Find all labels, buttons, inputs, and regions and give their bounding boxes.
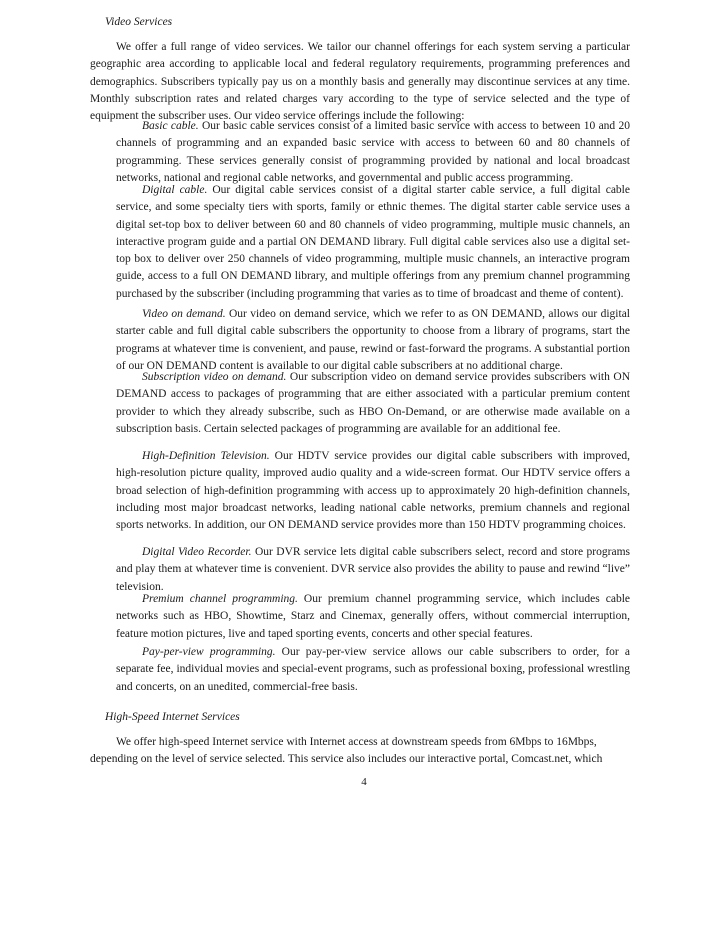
service-item-premium-channels [116, 591, 630, 643]
service-item-term: Digital cable. [142, 184, 208, 196]
service-item-term: Video on demand. [142, 308, 226, 320]
service-item-text: Our video on demand service, which we refer to as ON DEMAND, allows our digital starter cable and full digital cable subscribers the opportunity to choose from a library of programs, start the programs at whatever time is convenient, and pause, rewind or fast-forward the programs. A substantial portion of our ON DEMAND content is available to our digital cable subscribers at no additional charge. [116, 308, 630, 372]
section-heading-internet-services: High-Speed Internet Services [105, 711, 240, 723]
service-item-video-on-demand [116, 306, 630, 375]
video-services-intro-paragraph: We offer a full range of video services. We tailor our channel offerings for each system serving a particular geographic area according to applicable local and federal regulatory requirements, programming preferences and demographics. Subscribers typically pay us on a monthly basis and generally may discontinue services at any time. Monthly subscription rates and related charges vary according to the type of service selected and the type of equipment the subscriber uses. Our video service offerings include the following: [90, 41, 630, 123]
service-item-hdtv [116, 448, 630, 534]
service-item-text: Our DVR service lets digital cable subscribers select, record and store programs and play them at whatever time is convenient. DVR service also provides the ability to pause and rewind “live” television. [116, 546, 630, 593]
service-item-text: Our premium channel programming service, which includes cable networks such as HBO, Showtime, Starz and Cinemax, generally offers, without commercial interruption, feature motion pictures, live and taped sporting events, concerts and other special features. [116, 593, 631, 640]
service-item-term: Premium channel programming. [142, 593, 298, 605]
service-item-term: Digital Video Recorder. [142, 546, 252, 558]
service-item-subscription-vod [116, 369, 630, 438]
service-item-pay-per-view [116, 644, 630, 696]
service-item-term: High-Definition Television. [142, 450, 270, 462]
service-item-term: Pay-per-view programming. [142, 646, 276, 658]
service-item-text: Our HDTV service provides our digital cable subscribers with improved, high-resolution picture quality, improved audio quality and a wide-screen format. Our HDTV service offers a broad selection of high-definition programming with access up to approximately 20 high-definition channels, including most major broadcast networks, leading national cable networks, premium channels and regional sports networks. In addition, our ON DEMAND service provides more than 150 HDTV programming choices. [116, 450, 630, 532]
service-item-text: Our basic cable services consist of a limited basic service with access to between 10 and 20 channels of programming and an expanded basic service with access to between 60 and 80 channels of programming. These services generally consist of programming provided by national and local broadcast networks, national and regional cable networks, and governmental and public access programming. [116, 120, 631, 184]
service-item-text: Our pay-per-view service allows our cable subscribers to order, for a separate fee, individual movies and special-event programs, such as professional boxing, professional wrestling and concerts, on an unedited, commercial-free basis. [116, 646, 630, 693]
service-item-text: Our digital cable services consist of a digital starter cable service, a full digital cable service, and some specialty tiers with sports, family or ethnic themes. The digital starter cable service uses a digital set-top box to deliver between 60 and 80 channels of video programming, multiple music channels, an interactive program guide and a partial ON DEMAND library. Full digital cable services also use a digital set-top box to deliver over 250 channels of video programming, multiple music channels, an interactive program guide, access to a full ON DEMAND library, and multiple offerings from any premium channel programming purchased by the subscriber (including programming that varies as to time of broadcast and theme of content). [116, 184, 630, 300]
service-item-term: Subscription video on demand. [142, 371, 287, 383]
page-number: 4 [361, 776, 367, 788]
service-item-basic-cable [116, 118, 630, 187]
internet-services-intro-paragraph: We offer high-speed Internet service with Internet access at downstream speeds from 6Mbps to 16Mbps, depending on the level of service selected. This service also includes our interactive portal, Comcast.net, which [90, 736, 603, 766]
service-item-dvr [116, 544, 630, 596]
section-heading-video-services: Video Services [105, 16, 173, 28]
service-item-term: Basic cable. [142, 120, 199, 132]
service-item-text: Our subscription video on demand service provides subscribers with ON DEMAND access to packages of programming that are either associated with a particular premium content provider to which they already subscribe, such as HBO On-Demand, or are otherwise made available on a subscription basis. Certain selected packages of programming are available for an additional fee. [116, 371, 631, 435]
service-item-digital-cable [116, 182, 630, 303]
